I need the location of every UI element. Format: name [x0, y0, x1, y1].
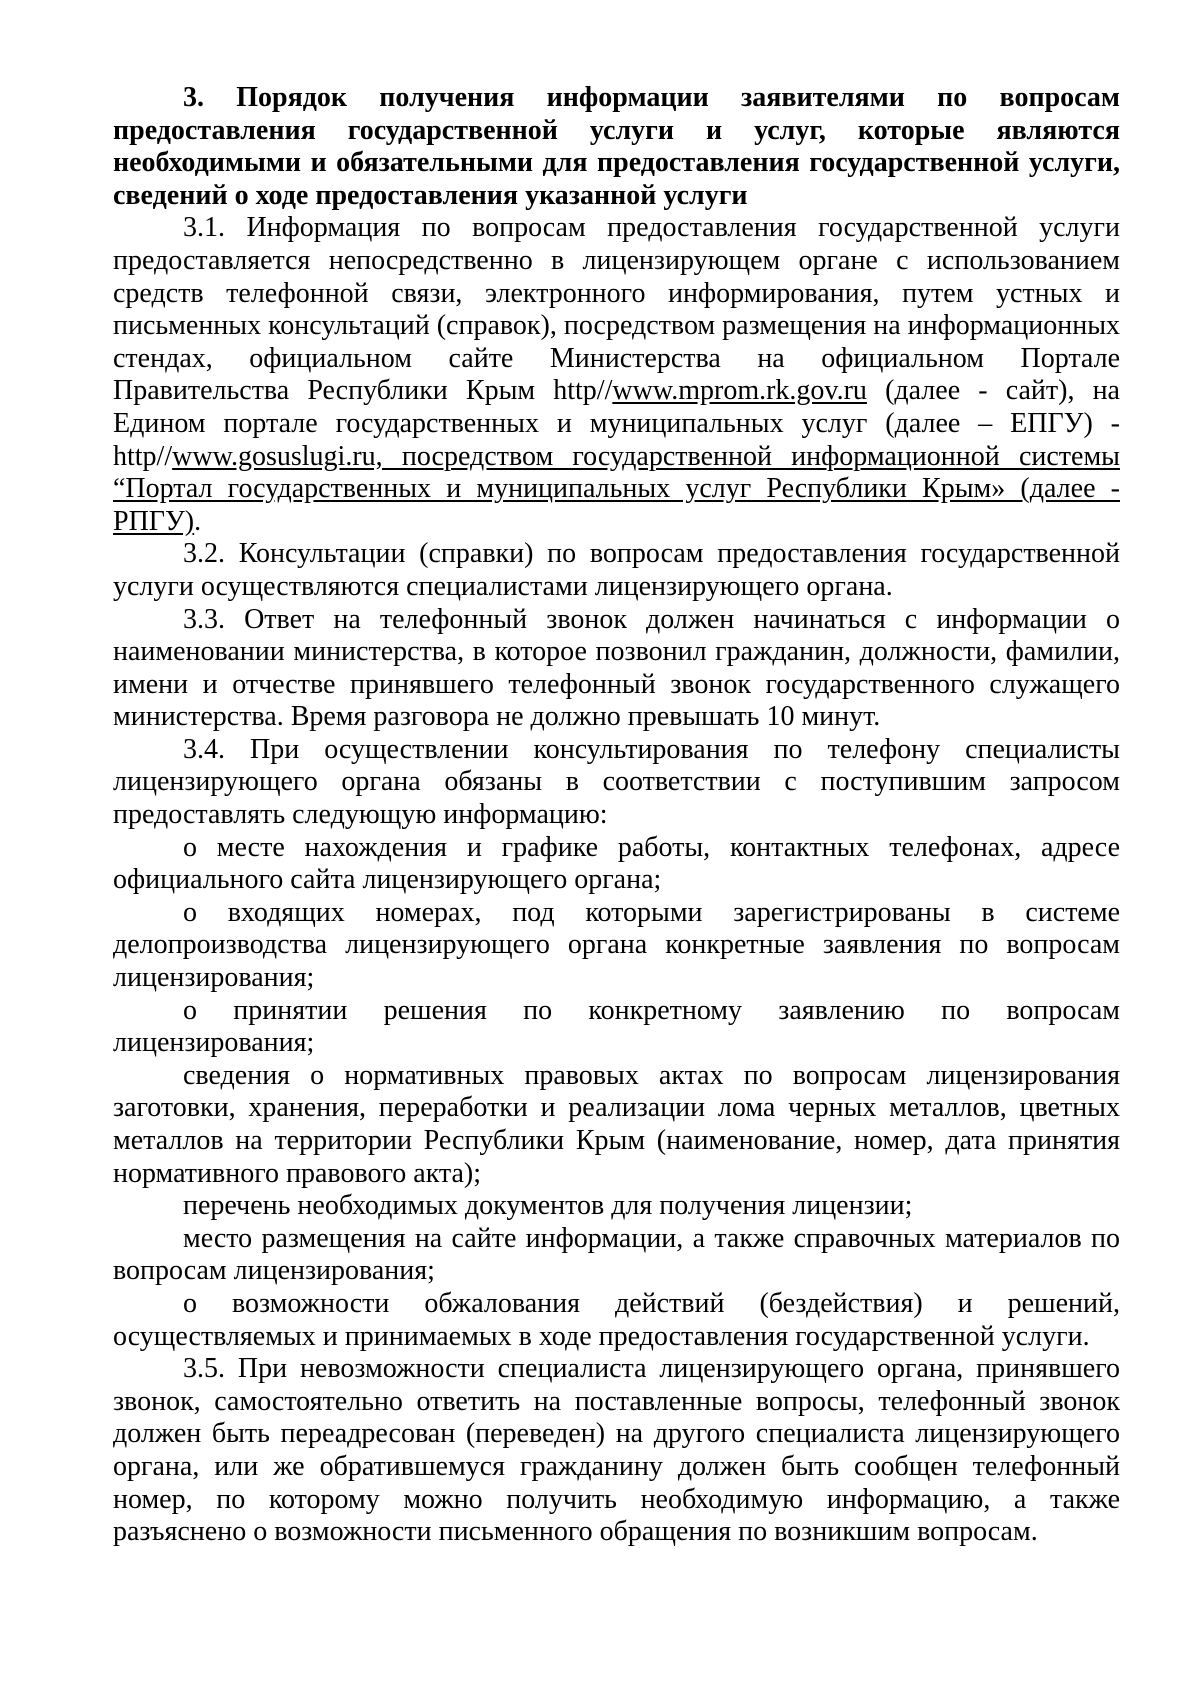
section-heading: 3. Порядок получения информации заявителями по вопросам предоставления государственной услуги и услуг, которые являются необходимыми и обязательными для предоставления государственной услуги, сведений о ходе предоставления указанной услуги	[113, 82, 1120, 211]
list-item-materials: место размещения на сайте информации, а также справочных материалов по вопросам лицензирования;	[113, 1222, 1120, 1287]
gosuslugi-link[interactable]: www.gosuslugi.ru, посредством государственной информационной системы “Портал государственных и муниципальных услуг Республики Крым» (далее - РПГУ)	[113, 440, 1120, 537]
list-item-location: о месте нахождения и графике работы, контактных телефонах, адресе официального сайта лицензирующего органа;	[113, 831, 1120, 896]
paragraph-3-1-text-c: .	[194, 505, 202, 537]
document-page	[113, 82, 1120, 1549]
paragraph-3-1	[113, 212, 1120, 538]
list-item-legal-acts: сведения о нормативных правовых актах по вопросам лицензирования заготовки, хранения, переработки и реализации лома черных металлов, цветных металлов на территории Республики Крым (наименование, номер, дата принятия нормативного правового акта);	[113, 1059, 1120, 1189]
paragraph-3-4: 3.4. При осуществлении консультирования по телефону специалисты лицензирующего органа обязаны в соответствии с поступившим запросом предоставлять следующую информацию:	[113, 733, 1120, 831]
list-item-incoming-numbers: о входящих номерах, под которыми зарегистрированы в системе делопроизводства лицензирующего органа конкретные заявления по вопросам лицензирования;	[113, 896, 1120, 994]
list-item-decision: о принятии решения по конкретному заявлению по вопросам лицензирования;	[113, 994, 1120, 1059]
paragraph-3-3: 3.3. Ответ на телефонный звонок должен начинаться с информации о наименовании министерства, в которое позвонил гражданин, должности, фамилии, имени и отчестве принявшего телефонный звонок государственного служащего министерства. Время разговора не должно превышать 10 минут.	[113, 603, 1120, 733]
list-item-appeal: о возможности обжалования действий (бездействия) и решений, осуществляемых и принимаемых в ходе предоставления государственной услуги.	[113, 1287, 1120, 1352]
paragraph-3-5: 3.5. При невозможности специалиста лицензирующего органа, принявшего звонок, самостоятельно ответить на поставленные вопросы, телефонный звонок должен быть переадресован (переведен) на другого специалиста лицензирующего органа, или же обратившемуся гражданину должен быть сообщен телефонный номер, по которому можно получить необходимую информацию, а также разъяснено о возможности письменного обращения по возникшим вопросам.	[113, 1353, 1120, 1548]
mprom-link[interactable]: www.mprom.rk.gov.ru	[612, 375, 867, 407]
paragraph-3-2: 3.2. Консультации (справки) по вопросам предоставления государственной услуги осуществляются специалистами лицензирующего органа.	[113, 538, 1120, 602]
list-item-documents: перечень необходимых документов для получения лицензии;	[183, 1190, 913, 1222]
paragraph-3-1-text-b: (далее - сайт), на Едином портале государственных и муниципальных услуг (далее – ЕПГУ) - http//	[113, 375, 1120, 472]
paragraph-3-1-text-a: 3.1. Информация по вопросам предоставления государственной услуги предоставляется непосредственно в лицензирующем органе с использованием средств телефонной связи, электронного информирования, путем устных и письменных консультаций (справок), посредством размещения на информационных стендах, официальном сайте Министерства на официальном Портале Правительства Республики Крым http//	[113, 212, 1121, 407]
